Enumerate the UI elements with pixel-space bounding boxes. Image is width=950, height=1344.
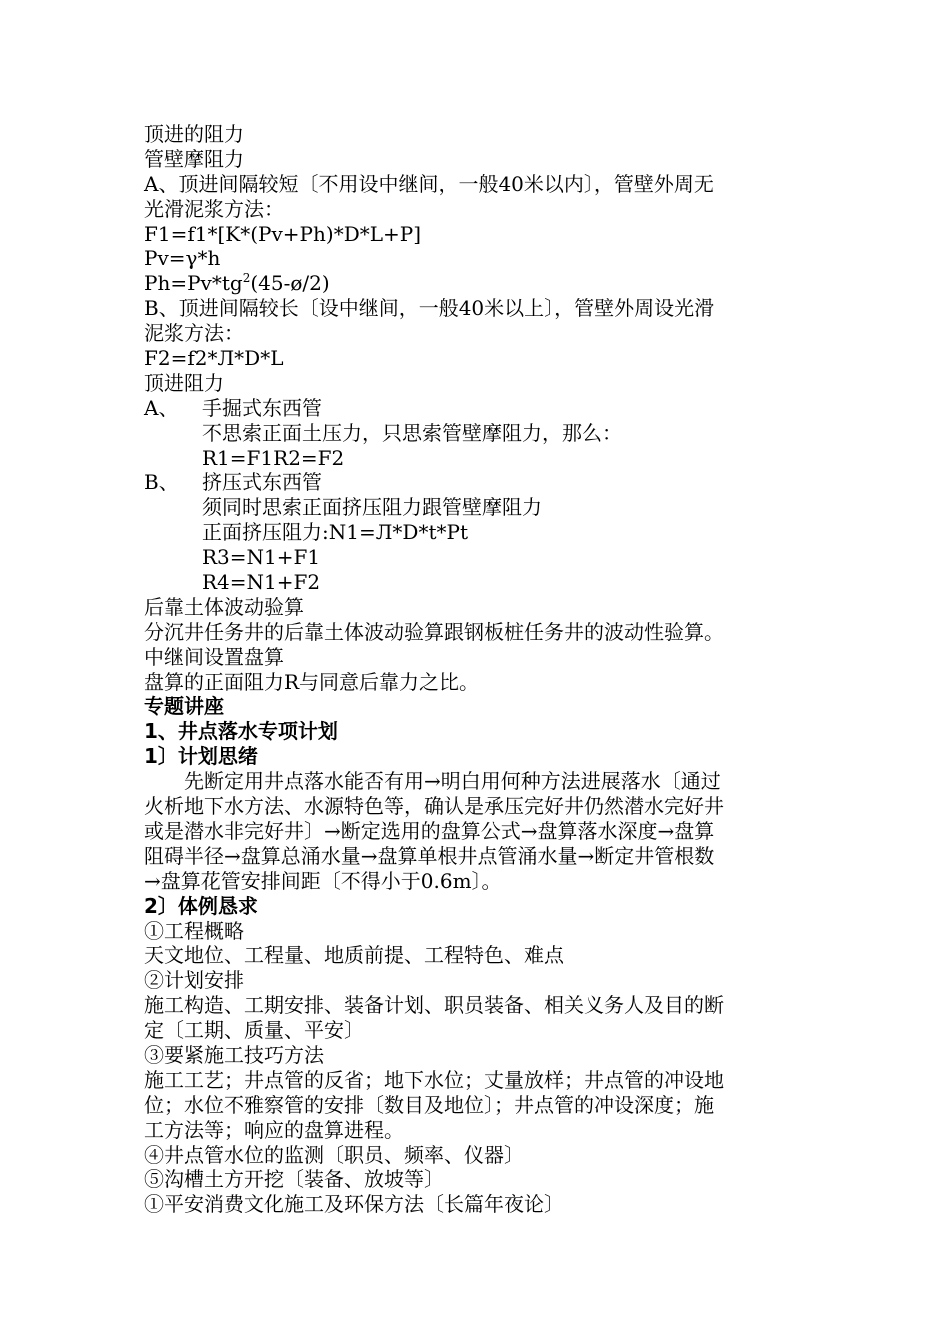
numbered-item: ⑤沟槽土方开挖〔装备、放坡等〕: [144, 1167, 444, 1192]
formula-r1-r2: R1=F1R2=F2: [202, 445, 345, 470]
paragraph-line: 阻碍半径→盘算总涌水量→盘算单根井点管涌水量→断定井管根数: [144, 843, 715, 868]
text-line: 位；水位不雅察管的安排〔数目及地位〕；井点管的冲设深度；施: [144, 1092, 714, 1117]
list-text: 手掘式东西管: [202, 395, 322, 420]
formula-n1: 正面挤压阻力:N1=Л*D*t*Pt: [202, 520, 468, 545]
numbered-item: ③要紧施工技巧方法: [144, 1042, 324, 1067]
text-line: A、顶进间隔较短〔不用设中继间，一般40米以内〕，管壁外周无: [144, 171, 714, 196]
formula-ph: [144, 271, 810, 296]
text-line: 分沉井任务井的后靠土体波动验算跟钢板桩任务井的波动性验算。: [144, 619, 724, 644]
paragraph-line: 火析地下水方法、水源特色等，确认是承压完好井仍然潜水完好井: [144, 794, 724, 819]
formula-ph-tail: (45-ø/2): [250, 271, 330, 296]
text-line: 天文地位、工程量、地质前提、工程特色、难点: [144, 943, 564, 968]
text-line: 施工构造、工期安排、装备计划、职员装备、相关义务人及目的断: [144, 993, 724, 1018]
list-label: B、: [144, 470, 179, 495]
text-line: 定〔工期、质量、平安〕: [144, 1018, 364, 1043]
paragraph-line: →盘算花管安排间距〔不得小于0.6m〕。: [144, 868, 502, 893]
heading-jacking-resistance: 顶进的阻力: [144, 122, 244, 146]
text-line: 光滑泥浆方法：: [144, 196, 284, 221]
paragraph-line: 或是潜水非完好井〕→断定选用的盘算公式→盘算落水深度→盘算: [144, 818, 715, 843]
text-line: B、顶进间隔较长〔设中继间，一般40米以上〕，管壁外周设光滑: [144, 296, 715, 321]
section-title: 专题讲座: [144, 694, 224, 719]
subsection-title: 1〕计划思绪: [144, 744, 258, 769]
text-line: 泥浆方法：: [144, 321, 244, 346]
list-label: A、: [144, 395, 179, 420]
text-line: 施工工艺；井点管的反省；地下水位；丈量放样；井点管的冲设地: [144, 1067, 724, 1092]
paragraph-line: 先断定用井点落水能否有用→明白用何种方法进展落水〔通过: [184, 769, 721, 794]
document-page: [144, 122, 810, 1217]
subsection-title: 2〕体例恳求: [144, 893, 258, 918]
numbered-item: ①平安消费文化施工及环保方法〔长篇年夜论〕: [144, 1192, 564, 1217]
text-line: 须同时思索正面挤压阻力跟管壁摩阻力: [202, 495, 542, 520]
formula-f2: F2=f2*Л*D*L: [144, 346, 284, 371]
formula-f1: F1=f1*[K*(Pv+Ph)*D*L+P]: [144, 221, 422, 246]
heading-jacking-resistance-total: 顶进阻力: [144, 370, 224, 395]
formula-ph-base: Ph=Pv*tg: [144, 271, 243, 296]
list-text: 挤压式东西管: [202, 470, 322, 495]
text-line: 盘算的正面阻力R与同意后靠力之比。: [144, 669, 480, 694]
numbered-item: ④井点管水位的监测〔职员、频率、仪器〕: [144, 1142, 524, 1167]
numbered-item: ①工程概略: [144, 918, 244, 943]
formula-r3: R3=N1+F1: [202, 545, 321, 570]
formula-pv: Pv=γ*h: [144, 246, 221, 271]
list-item-a: [144, 396, 810, 421]
heading-pipe-wall-friction: 管壁摩阻力: [144, 146, 244, 171]
subsection-title: 1、井点落水专项计划: [144, 719, 338, 744]
text-line: 不思索正面土压力，只思索管壁摩阻力，那么：: [202, 420, 622, 445]
text-line: 工方法等；响应的盘算进程。: [144, 1117, 404, 1142]
formula-r4: R4=N1+F2: [202, 570, 321, 595]
list-item-b: [144, 470, 810, 495]
formula-ph-exponent: 2: [242, 271, 251, 286]
heading-relay-station: 中继间设置盘算: [144, 644, 284, 669]
numbered-item: ②计划安排: [144, 968, 244, 993]
heading-backing-soil: 后靠土体波动验算: [144, 594, 304, 619]
